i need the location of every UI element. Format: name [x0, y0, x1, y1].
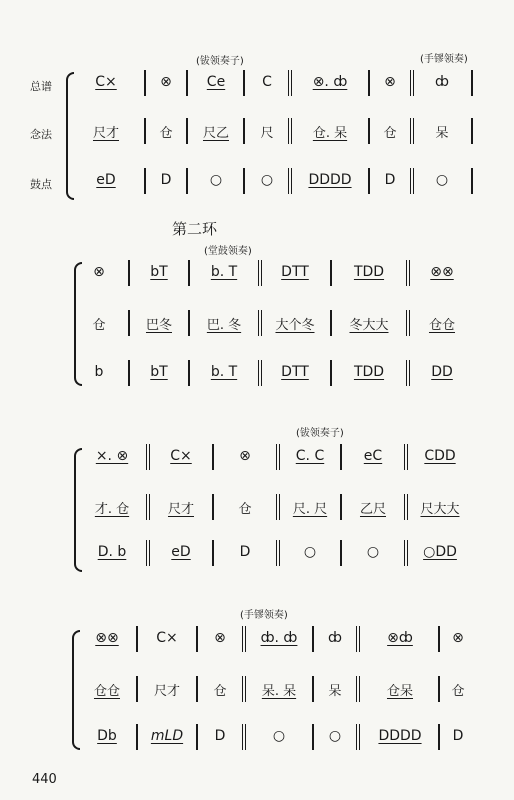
- drum-cell: D: [214, 728, 226, 744]
- annotation-hall-drum-lead: (堂鼓领奏): [204, 246, 252, 257]
- double-barline: [410, 118, 414, 144]
- barline: [312, 724, 314, 750]
- barline: [188, 360, 190, 386]
- recitation-cell: 乙尺: [359, 502, 386, 517]
- barline: [340, 540, 342, 566]
- recitation-cell: 呆. 呆: [261, 684, 297, 699]
- recitation-cell: 冬大大: [349, 318, 389, 333]
- recitation-cell: 仓: [92, 318, 106, 333]
- barline: [188, 310, 190, 336]
- score-cell: bT: [150, 264, 168, 280]
- barline: [368, 118, 370, 144]
- drum-cell: ○: [328, 728, 342, 744]
- score-cell: ȸ: [328, 630, 342, 646]
- recitation-cell: 仓仓: [428, 318, 455, 333]
- recitation-cell: 巴冬: [145, 318, 172, 333]
- drum-cell: DD: [431, 364, 453, 380]
- drum-cell: ○: [260, 172, 274, 188]
- barline: [368, 168, 370, 194]
- drum-cell: ○DD: [423, 544, 457, 560]
- recitation-cell: 呆: [435, 126, 449, 141]
- double-barline: [242, 626, 246, 652]
- drum-cell: D: [160, 172, 172, 188]
- double-barline: [288, 168, 292, 194]
- score-cell: ȸ. ȸ: [260, 630, 298, 646]
- double-barline: [404, 444, 408, 470]
- score-cell: C×: [170, 448, 192, 464]
- barline: [212, 540, 214, 566]
- barline: [144, 168, 146, 194]
- drum-cell: DDDD: [308, 172, 352, 188]
- double-barline: [276, 444, 280, 470]
- barline: [471, 168, 473, 194]
- double-barline: [404, 494, 408, 520]
- barline: [212, 444, 214, 470]
- double-barline: [410, 168, 414, 194]
- score-cell: DTT: [281, 264, 309, 280]
- score-cell: ⊗: [452, 630, 464, 646]
- score-cell: ⊗⊗: [430, 264, 454, 280]
- system-brace: [72, 630, 80, 750]
- recitation-cell: 仓仓: [93, 684, 120, 699]
- drum-cell: ○: [272, 728, 286, 744]
- drum-cell: bT: [150, 364, 168, 380]
- recitation-cell: 仓呆: [386, 684, 413, 699]
- double-barline: [356, 626, 360, 652]
- score-cell: ⊗: [160, 74, 172, 90]
- barline: [471, 70, 473, 96]
- drum-cell: D: [452, 728, 464, 744]
- recitation-cell: 仓: [238, 502, 252, 517]
- recitation-cell: 尺大大: [420, 502, 460, 517]
- system-brace: [66, 72, 74, 200]
- double-barline: [276, 540, 280, 566]
- score-cell: TDD: [353, 264, 385, 280]
- double-barline: [258, 260, 262, 286]
- system-brace: [74, 262, 82, 386]
- drum-cell: b. T: [210, 364, 238, 380]
- annotation-cymbal-lead: (钹领奏子): [296, 428, 344, 439]
- drum-cell: ○: [366, 544, 380, 560]
- double-barline: [404, 540, 408, 566]
- score-cell: ⊗: [239, 448, 251, 464]
- double-barline: [258, 360, 262, 386]
- recitation-cell: 巴. 冬: [206, 318, 242, 333]
- double-barline: [146, 540, 150, 566]
- section-title: 第二环: [172, 220, 218, 238]
- barline: [188, 260, 190, 286]
- recitation-cell: 仓: [383, 126, 397, 141]
- score-cell: C×: [95, 74, 117, 90]
- double-barline: [146, 444, 150, 470]
- score-cell: ȸ: [435, 74, 449, 90]
- row-label-drum: 鼓点: [30, 178, 52, 191]
- double-barline: [406, 260, 410, 286]
- double-barline: [288, 70, 292, 96]
- score-cell: ⊗⊗: [95, 630, 119, 646]
- drum-cell: DTT: [281, 364, 309, 380]
- drum-cell: D: [239, 544, 251, 560]
- score-cell: ⊗: [93, 264, 105, 280]
- barline: [243, 118, 245, 144]
- barline: [196, 724, 198, 750]
- barline: [128, 360, 130, 386]
- annotation-cymbal-lead: (钹领奏子): [196, 56, 244, 67]
- score-cell: eC: [363, 448, 383, 464]
- barline: [128, 260, 130, 286]
- drum-cell: b: [94, 364, 104, 380]
- barline: [312, 676, 314, 702]
- row-label-score: 总谱: [30, 80, 52, 93]
- double-barline: [146, 494, 150, 520]
- page-number: 440: [32, 772, 57, 787]
- drum-cell: ○: [435, 172, 449, 188]
- barline: [330, 260, 332, 286]
- double-barline: [356, 676, 360, 702]
- score-cell: CDD: [424, 448, 456, 464]
- barline: [330, 310, 332, 336]
- barline: [312, 626, 314, 652]
- row-label-recitation: 念法: [30, 128, 52, 141]
- annotation-hand-cymbal-lead: (手镠领奏): [240, 610, 288, 621]
- barline: [196, 676, 198, 702]
- recitation-cell: 仓: [213, 684, 227, 699]
- barline: [136, 676, 138, 702]
- barline: [438, 676, 440, 702]
- barline: [243, 168, 245, 194]
- score-cell: ×. ⊗: [95, 448, 129, 464]
- drum-cell: TDD: [353, 364, 385, 380]
- barline: [136, 626, 138, 652]
- double-barline: [276, 494, 280, 520]
- annotation-hand-cymbal-lead: (手镠领奏): [420, 54, 468, 65]
- double-barline: [288, 118, 292, 144]
- recitation-cell: 尺: [260, 126, 274, 141]
- score-cell: ⊗ȸ: [387, 630, 413, 646]
- barline: [368, 70, 370, 96]
- score-cell: ⊗: [214, 630, 226, 646]
- recitation-cell: 呆: [328, 684, 342, 699]
- barline: [438, 724, 440, 750]
- barline: [196, 626, 198, 652]
- double-barline: [406, 360, 410, 386]
- score-cell: ⊗. ȸ: [312, 74, 348, 90]
- recitation-cell: 仓. 呆: [312, 126, 348, 141]
- barline: [340, 494, 342, 520]
- system-brace: [74, 448, 82, 572]
- drum-cell: D: [384, 172, 396, 188]
- recitation-cell: 尺才: [167, 502, 194, 517]
- recitation-cell: 尺才: [92, 126, 119, 141]
- barline: [128, 310, 130, 336]
- recitation-cell: 仓: [159, 126, 173, 141]
- barline: [144, 70, 146, 96]
- drum-cell: eD: [96, 172, 116, 188]
- score-cell: ⊗: [384, 74, 396, 90]
- drum-cell: mLD: [150, 728, 184, 744]
- barline: [136, 724, 138, 750]
- barline: [330, 360, 332, 386]
- double-barline: [406, 310, 410, 336]
- barline: [438, 626, 440, 652]
- double-barline: [258, 310, 262, 336]
- barline: [186, 70, 188, 96]
- double-barline: [410, 70, 414, 96]
- barline: [144, 118, 146, 144]
- recitation-cell: 尺才: [153, 684, 180, 699]
- barline: [212, 494, 214, 520]
- score-cell: b. T: [210, 264, 238, 280]
- drum-cell: ○: [303, 544, 317, 560]
- score-cell: C×: [156, 630, 178, 646]
- drum-cell: ○: [209, 172, 223, 188]
- score-cell: C. C: [295, 448, 325, 464]
- double-barline: [242, 724, 246, 750]
- drum-cell: eD: [171, 544, 191, 560]
- recitation-cell: 仓: [451, 684, 465, 699]
- barline: [471, 118, 473, 144]
- drum-cell: D. b: [97, 544, 127, 560]
- score-cell: Ce: [206, 74, 226, 90]
- score-cell: C: [262, 74, 272, 90]
- barline: [340, 444, 342, 470]
- barline: [186, 168, 188, 194]
- double-barline: [356, 724, 360, 750]
- double-barline: [242, 676, 246, 702]
- recitation-cell: 大个冬: [275, 318, 315, 333]
- recitation-cell: 尺乙: [202, 126, 229, 141]
- barline: [186, 118, 188, 144]
- drum-cell: DDDD: [378, 728, 422, 744]
- recitation-cell: 尺. 尺: [292, 502, 328, 517]
- drum-cell: Db: [97, 728, 117, 744]
- recitation-cell: 才. 仓: [94, 502, 130, 517]
- barline: [243, 70, 245, 96]
